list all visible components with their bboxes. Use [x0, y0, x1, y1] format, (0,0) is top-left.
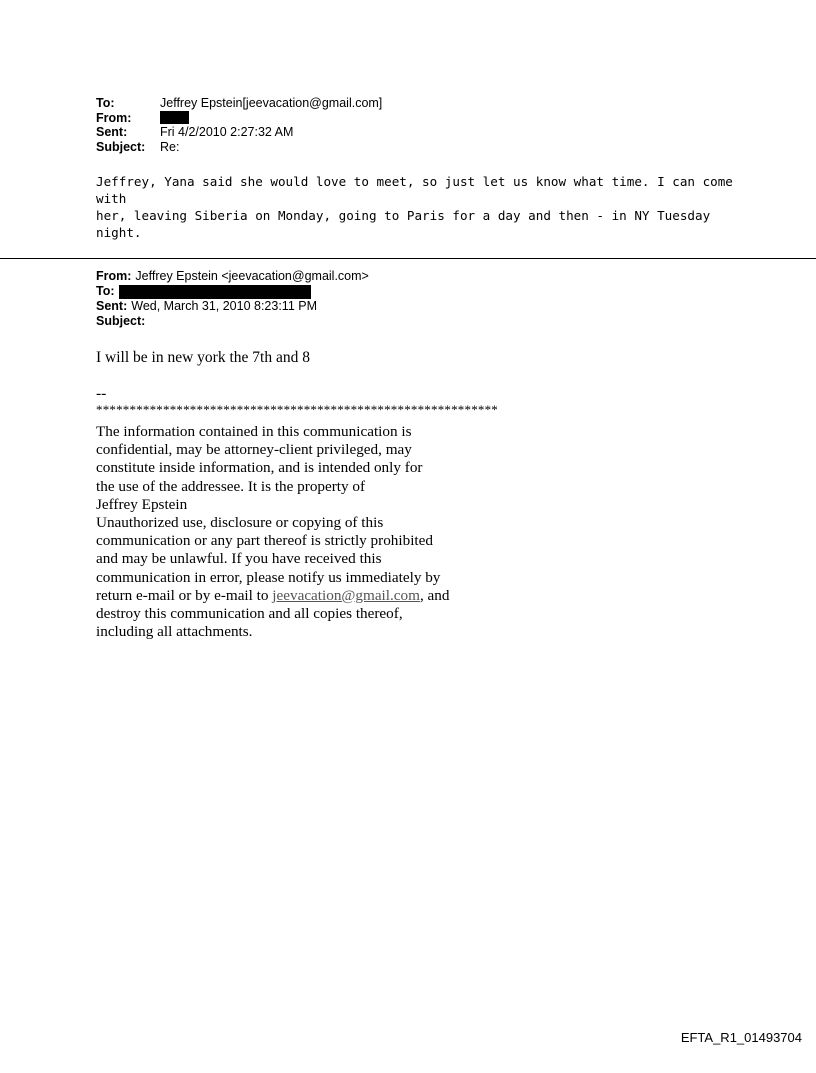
to-value: Jeffrey Epstein[jeevacation@gmail.com]: [160, 96, 383, 110]
to-label: To:: [96, 284, 115, 298]
to-row: [96, 284, 369, 299]
subject-row: [96, 314, 369, 329]
sent-row: [96, 125, 382, 140]
disclaimer-line: constitute inside information, and is intended only for: [96, 459, 423, 477]
disclaimer-line: including all attachments.: [96, 623, 253, 641]
sent-value: Wed, March 31, 2010 8:23:11 PM: [131, 299, 318, 313]
subject-label: Subject:: [96, 139, 146, 154]
disclaimer-line: confidential, may be attorney-client privileged, may: [96, 441, 412, 459]
message1-body: Jeffrey, Yana said she would love to meet, so just let us know what time. I can come with her, leaving Siberia on Monday, going to Paris for a day and then - in NY Tuesday night.: [96, 174, 733, 240]
from-value: Jeffrey Epstein <jeevacation@gmail.com>: [135, 269, 369, 283]
message2-body: I will be in new york the 7th and 8: [96, 349, 310, 366]
disclaimer-email-suffix: , and: [419, 586, 450, 604]
from-label: From:: [96, 110, 132, 125]
redaction-box: [160, 111, 189, 124]
email-link[interactable]: jeevacation@gmail.com: [272, 586, 420, 604]
disclaimer-line: communication or any part thereof is strictly prohibited: [96, 532, 433, 550]
subject-label: Subject:: [96, 314, 146, 328]
subject-value: Re:: [160, 139, 180, 154]
disclaimer-line: Jeffrey Epstein: [96, 495, 188, 513]
disclaimer-line: and may be unlawful. If you have received this: [96, 550, 382, 568]
from-row: [96, 269, 369, 284]
disclaimer-line: Unauthorized use, disclosure or copying of this: [96, 514, 384, 532]
disclaimer-email-prefix: return e-mail or by e-mail to: [96, 586, 273, 604]
redaction-box: [119, 285, 311, 299]
disclaimer-line: destroy this communication and all copies thereof,: [96, 605, 403, 623]
sent-label: Sent:: [96, 125, 128, 139]
sent-label: Sent:: [96, 299, 128, 313]
disclaimer-line: communication in error, please notify us immediately by: [96, 568, 441, 586]
from-label: From:: [96, 269, 132, 283]
message-divider: [0, 258, 816, 259]
sent-value: Fri 4/2/2010 2:27:32 AM: [160, 125, 294, 139]
message2-header: [96, 269, 369, 329]
to-label: To:: [96, 96, 115, 110]
message1-header: [96, 96, 382, 154]
signature-separator: ************************************************************: [96, 402, 498, 417]
subject-row: [96, 140, 382, 155]
to-row: [96, 96, 382, 111]
signature-dashes: --: [96, 385, 107, 402]
disclaimer-line: The information contained in this communication is: [96, 423, 412, 440]
disclaimer-line: the use of the addressee. It is the property of: [96, 477, 366, 495]
confidentiality-disclaimer: [96, 423, 449, 641]
sent-row: [96, 299, 369, 314]
disclaimer-email-line: [96, 587, 449, 605]
bates-number: EFTA_R1_01493704: [680, 1030, 802, 1045]
from-row: [96, 111, 382, 126]
